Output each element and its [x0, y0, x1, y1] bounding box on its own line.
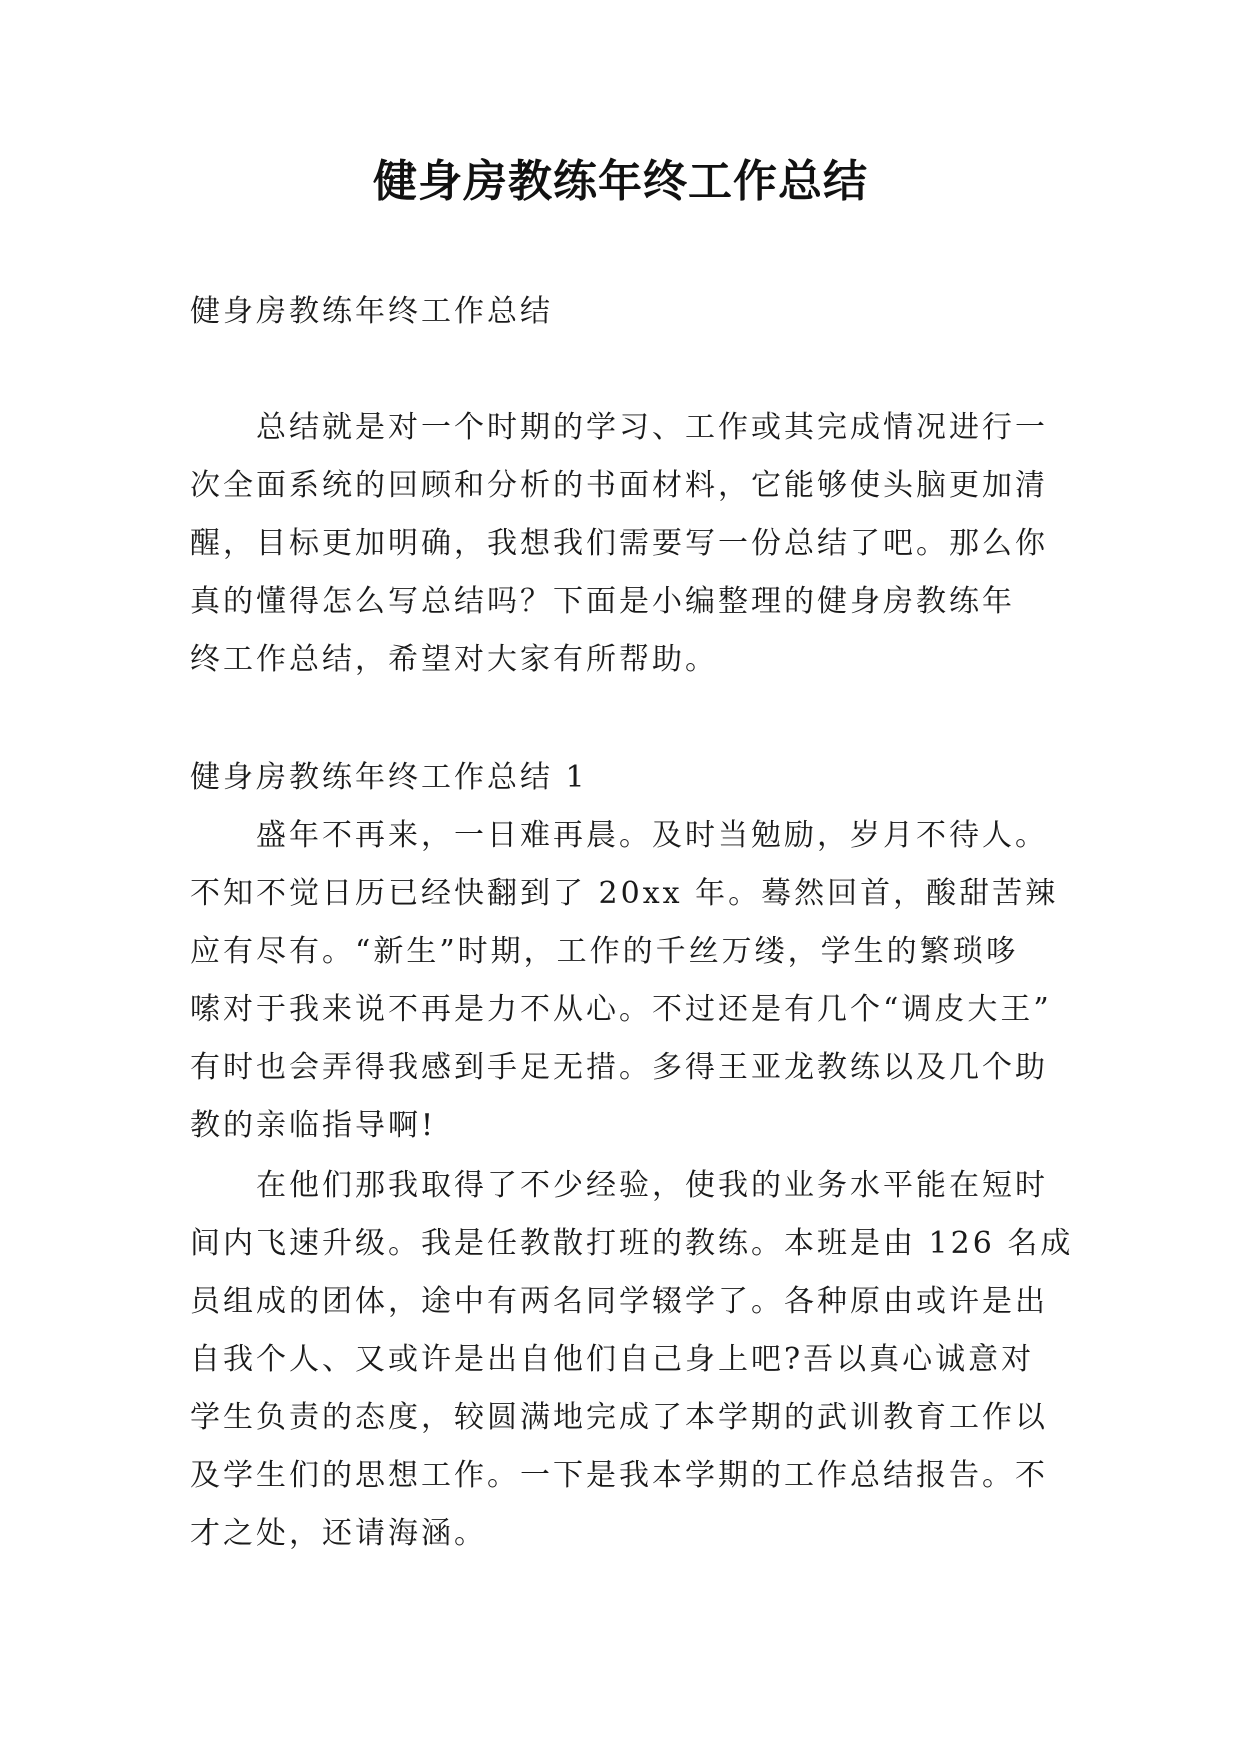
paragraph-line: 才之处，还请海涵。 [190, 1516, 487, 1551]
paragraph-line: 在他们那我取得了不少经验，使我的业务水平能在短时 [256, 1168, 1048, 1203]
paragraph-line: 员组成的团体，途中有两名同学辍学了。各种原由或许是出 [190, 1284, 1048, 1319]
paragraph-line: 不知不觉日历已经快翻到了 20xx 年。蓦然回首，酸甜苦辣 [190, 876, 1059, 911]
intro-line: 真的懂得怎么写总结吗？下面是小编整理的健身房教练年 [190, 584, 1015, 619]
paragraph-line: 有时也会弄得我感到手足无措。多得王亚龙教练以及几个助 [190, 1050, 1048, 1085]
paragraph-line: 及学生们的思想工作。一下是我本学期的工作总结报告。不 [190, 1458, 1048, 1493]
paragraph-line: 学生负责的态度，较圆满地完成了本学期的武训教育工作以 [190, 1400, 1048, 1435]
paragraph-line: 自我个人、又或许是出自他们自己身上吧?吾以真心诚意对 [190, 1342, 1035, 1377]
intro-line: 终工作总结，希望对大家有所帮助。 [190, 642, 718, 677]
paragraph-line: 嗦对于我来说不再是力不从心。不过还是有几个“调皮大王” [190, 992, 1052, 1027]
paragraph-line: 教的亲临指导啊! [190, 1108, 437, 1143]
paragraph-line: 盛年不再来，一日难再晨。及时当勉励，岁月不待人。 [256, 818, 1048, 853]
paragraph-line: 应有尽有。“新生”时期，工作的千丝万缕，学生的繁琐哆 [190, 934, 1019, 969]
intro-line: 醒，目标更加明确，我想我们需要写一份总结了吧。那么你 [190, 526, 1048, 561]
section-heading: 健身房教练年终工作总结 1 [190, 760, 588, 795]
document-subtitle: 健身房教练年终工作总结 [190, 294, 553, 329]
intro-line: 次全面系统的回顾和分析的书面材料，它能够使头脑更加清 [190, 468, 1048, 503]
paragraph-line: 间内飞速升级。我是任教散打班的教练。本班是由 126 名成 [190, 1226, 1074, 1261]
document-title: 健身房教练年终工作总结 [373, 156, 868, 207]
intro-line: 总结就是对一个时期的学习、工作或其完成情况进行一 [256, 410, 1048, 445]
